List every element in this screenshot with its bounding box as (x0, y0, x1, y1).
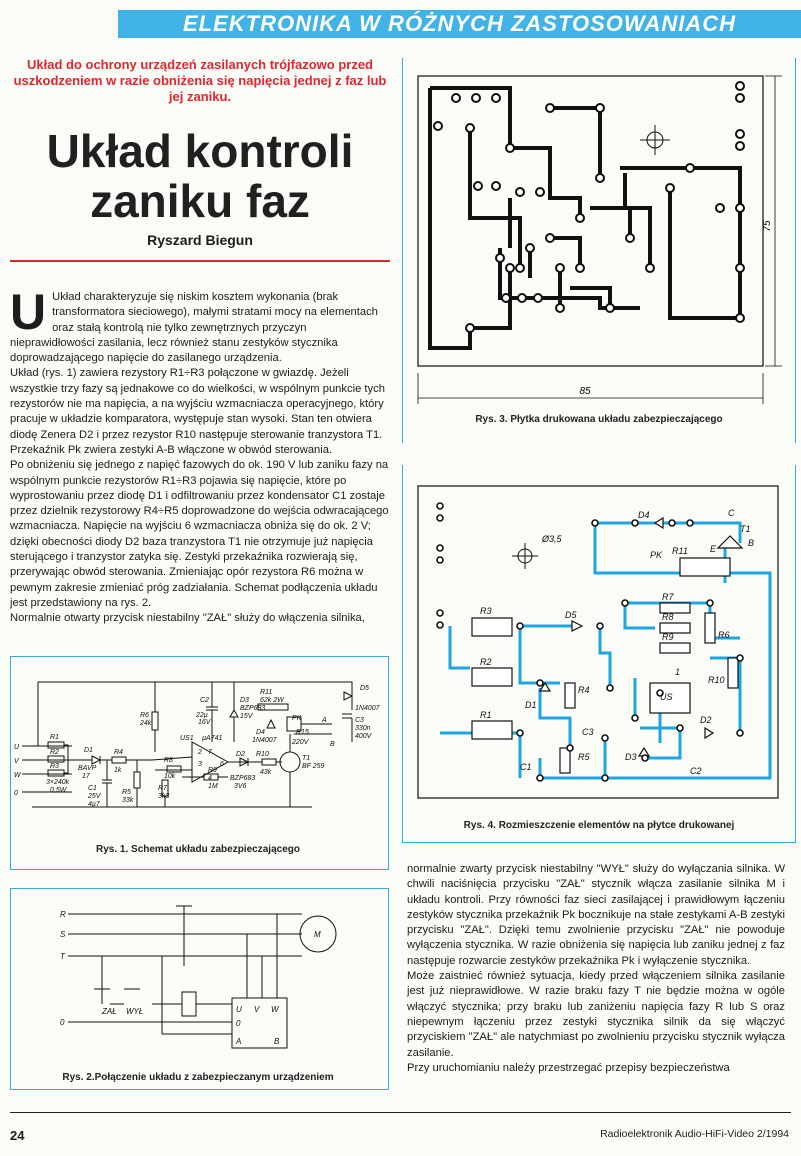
mounting-hole-icon (512, 543, 538, 569)
svg-text:W: W (14, 772, 21, 779)
pcb-height-label: 75 (762, 220, 773, 232)
svg-text:33k: 33k (122, 797, 134, 804)
svg-text:D2: D2 (700, 715, 712, 725)
article-author: Ryszard Biegun (147, 232, 253, 248)
svg-text:ZAŁ: ZAŁ (102, 1007, 117, 1016)
svg-text:R8: R8 (662, 612, 674, 622)
section-banner: ELEKTRONIKA W RÓŻNYCH ZASTOSOWANIACH (118, 10, 801, 38)
divider-top (10, 260, 390, 262)
svg-text:0: 0 (14, 790, 18, 797)
svg-text:1M: 1M (208, 783, 218, 790)
figure-1-schematic (12, 662, 386, 840)
paragraph-1: U Układ charakteryzuje się niskim kosztem wykonania (brak transformatora sieciowego), małymi stratami mocy na elementach oraz stałą kontrolą nie tylko zewnętrznych przyczyn nieprawidłowości zasilania, lecz również stanu zestyków stycznika doprowadzającego napięcie do zasilanego urządzenia. (10, 284, 378, 365)
svg-text:C2: C2 (200, 697, 209, 704)
svg-text:C3: C3 (355, 717, 364, 724)
figure-4-caption: Rys. 4. Rozmieszczenie elementów na płytce drukowanej (463, 820, 735, 831)
svg-text:4µ7: 4µ7 (88, 801, 100, 808)
svg-text:V: V (14, 758, 19, 765)
svg-text:D4: D4 (638, 510, 650, 520)
svg-text:330n: 330n (355, 725, 371, 732)
svg-text:B: B (274, 1037, 280, 1046)
paragraph-3: Po obniżeniu się jednego z napięć fazowych do ok. 190 V lub zaniku fazy na wspólnym punkcie rezystorów R1÷R3 pojawia się napięcie, które po wyprostowaniu przez diodę D1 i odfiltrowaniu przez kondensator C1 zostaje przez dzielnik rezystorowy R4÷R5 doprowadzone do wejścia odwracającego wzmacniacza. Napięcie na wyjściu 6 wzmacniacza obniża się do ok. 2 V; dzięki obecności diody D2 baza tranzystora T1 nie otrzymuje już napięcia sterującego i tranzystor zatyka się. Zestyki przekaźnika rozwierają się, przerywając obwód sterowania. Zmieniając opór rezystora R6 można w pewnym zakresie zmieniać próg zadziałania. Schemat podłączenia układu jest przedstawiony na rys. 2. (10, 459, 389, 609)
svg-text:T1: T1 (302, 755, 311, 762)
svg-text:0: 0 (236, 1019, 241, 1028)
paragraph-7: Przy uruchomianiu należy przestrzegać przepisy bezpieczeństwa (407, 1061, 730, 1074)
svg-text:BF 259: BF 259 (302, 763, 325, 770)
hole-diameter-label: Ø3,5 (542, 534, 562, 544)
svg-text:PK: PK (292, 715, 302, 722)
svg-text:3: 3 (198, 761, 202, 768)
svg-text:2: 2 (198, 749, 202, 756)
svg-text:S: S (60, 930, 66, 939)
svg-text:R11: R11 (260, 689, 273, 696)
svg-text:R7: R7 (158, 785, 167, 792)
svg-text:1k: 1k (114, 767, 122, 774)
svg-text:R1: R1 (480, 710, 492, 720)
svg-text:R6: R6 (718, 630, 730, 640)
svg-text:T: T (60, 952, 65, 961)
svg-text:PK: PK (650, 550, 663, 560)
svg-text:B: B (330, 741, 335, 748)
svg-text:7: 7 (208, 749, 212, 756)
drop-cap: U (10, 284, 47, 340)
svg-text:D3: D3 (625, 752, 637, 762)
figure-3-caption: Rys. 3. Płytka drukowana układu zabezpieczającego (475, 414, 723, 425)
svg-text:R4: R4 (578, 685, 590, 695)
svg-text:3k3: 3k3 (158, 793, 170, 800)
svg-text:22µ: 22µ (196, 712, 208, 719)
svg-text:BZP683: BZP683 (230, 775, 256, 782)
svg-text:µA741: µA741 (202, 735, 223, 742)
svg-text:B: B (748, 538, 755, 548)
article-title (10, 126, 390, 226)
svg-text:E: E (710, 544, 717, 554)
page-number: 24 (10, 1128, 25, 1143)
svg-text:BZP683: BZP683 (240, 705, 266, 712)
svg-text:V: V (254, 1005, 260, 1014)
svg-text:WYŁ: WYŁ (126, 1007, 144, 1016)
svg-text:24k: 24k (140, 720, 152, 727)
svg-text:62k 2W: 62k 2W (260, 697, 284, 704)
svg-text:C2: C2 (690, 766, 702, 776)
article-body-left (10, 284, 391, 627)
article-body-right (407, 862, 785, 1076)
svg-text:D1: D1 (84, 747, 93, 754)
svg-text:1: 1 (675, 667, 681, 677)
title-line-1: Układ kontroli (46, 125, 354, 177)
svg-text:U: U (14, 744, 20, 751)
svg-text:R10: R10 (256, 751, 269, 758)
svg-text:R5: R5 (122, 789, 131, 796)
svg-text:R8: R8 (164, 757, 173, 764)
svg-text:10k: 10k (164, 773, 176, 780)
svg-text:R9: R9 (662, 632, 674, 642)
magazine-issue: Radioelektronik Audio-HiFi-Video 2/1994 (600, 1128, 789, 1140)
svg-text:US1: US1 (180, 735, 194, 742)
mounting-hole-icon (640, 125, 670, 155)
svg-text:R4: R4 (114, 749, 123, 756)
svg-text:R11: R11 (672, 546, 688, 556)
svg-text:1N4007: 1N4007 (252, 737, 277, 744)
svg-text:M: M (314, 930, 321, 939)
figure-1-caption: Rys. 1. Schemat układu zabezpieczającego (96, 844, 300, 855)
svg-text:A: A (322, 717, 327, 724)
footer-divider (10, 1112, 791, 1113)
svg-text:D1: D1 (525, 700, 537, 710)
svg-text:D5: D5 (360, 685, 369, 692)
svg-text:C: C (728, 508, 735, 518)
svg-text:17: 17 (82, 773, 90, 780)
svg-text:R10: R10 (708, 675, 725, 685)
svg-text:25V: 25V (88, 793, 101, 800)
svg-text:D2: D2 (236, 751, 245, 758)
svg-text:R2: R2 (480, 657, 492, 667)
paragraph-5: normalnie zwarty przycisk niestabilny "WYŁ" służy do wyłączania silnika. W chwili naciśnięcia przycisku "ZAŁ" stycznik włącza zasilanie silnika M i układu kontroli. Przy równości faz sieci zasilającej i prawidłowym łączeniu zestyków stycznika przekaźnik Pk bocznikuje na stałe zestykami A-B zestyki przycisku "ZAŁ". Dzięki temu zwolnienie przycisku "ZAŁ" nie powoduje wyłączenia stycznika. W razie obniżenia się napięcia lub zaniku jednej z faz następuje rozwarcie zestyków przekaźnika Pk i wyłączenie stycznika. (407, 863, 785, 967)
svg-text:R: R (60, 910, 66, 919)
svg-text:BAVP: BAVP (78, 765, 97, 772)
figure-2-connection (12, 894, 386, 1064)
svg-text:1N4007: 1N4007 (355, 705, 380, 712)
svg-text:R3: R3 (50, 763, 59, 770)
svg-text:R5: R5 (578, 752, 590, 762)
svg-text:D4: D4 (256, 729, 265, 736)
svg-text:400V: 400V (355, 733, 372, 740)
svg-text:R1: R1 (50, 734, 59, 741)
figure-2-caption: Rys. 2.Połączenie układu z zabezpieczanym urządzeniem (62, 1072, 334, 1083)
svg-text:D5: D5 (565, 610, 577, 620)
pcb-width-label: 85 (579, 386, 591, 397)
title-line-2: zaniku faz (90, 175, 310, 227)
svg-text:C1: C1 (88, 785, 97, 792)
svg-text:A: A (236, 1037, 242, 1046)
svg-text:T1: T1 (740, 524, 751, 534)
svg-text:C3: C3 (582, 727, 594, 737)
svg-text:3V6: 3V6 (234, 783, 247, 790)
svg-text:15V: 15V (240, 713, 253, 720)
figure-4-layout (410, 478, 788, 803)
svg-text:43k: 43k (260, 769, 272, 776)
svg-text:220V: 220V (292, 739, 309, 746)
paragraph-6: Może zaistnieć również sytuacja, kiedy przed włączeniem silnika zasilanie jest już nieprawidłowe. W razie braku fazy T nie będzie można w ogóle włączyć stycznika; przy braku lub zaniżeniu napięcia fazy R lub S oraz niepewnym łączeniu przez zestyki stycznika silnik da się włączyć przyciskiem "ZAŁ" ale natychmiast po zwolnieniu przycisku stycznik wyłącza zasilanie. (407, 970, 785, 1059)
figure-3-pcb (410, 68, 788, 408)
svg-text:R15: R15 (296, 729, 309, 736)
svg-text:W: W (271, 1005, 279, 1014)
svg-text:R3: R3 (480, 606, 492, 616)
svg-text:US: US (660, 692, 673, 702)
svg-text:R7: R7 (662, 592, 674, 602)
svg-text:4: 4 (208, 775, 212, 782)
svg-text:R9: R9 (208, 767, 217, 774)
article-lead: Układ do ochrony urządzeń zasilanych trójfazowo przed uszkodzeniem w razie obniżenia się napięcia jednej z faz lub jej zaniku. (13, 57, 387, 104)
svg-text:0: 0 (60, 1018, 65, 1027)
svg-text:3×240k: 3×240k (46, 779, 70, 786)
svg-text:16V: 16V (198, 719, 211, 726)
svg-text:6: 6 (220, 761, 224, 768)
svg-text:R2: R2 (50, 749, 59, 756)
paragraph-2: Układ (rys. 1) zawiera rezystory R1÷R3 połączone w gwiazdę. Jeżeli wszystkie trzy fazy są jednakowe co do wielkości, w wspólnym punkcie tych rezystorów nie ma napięcia, a na wyjściu wzmacniacza operacyjnego, który pracuje w układzie komparatora, występuje stan wysoki. Stan ten otwiera diodę Zenera D2 i przez rezystor R10 następuje sterowanie tranzystora T1. Przekaźnik Pk zwiera zestyki A-B włączone w obwód sterowania. (10, 367, 385, 456)
svg-text:R6: R6 (140, 712, 149, 719)
svg-text:C1: C1 (520, 762, 532, 772)
svg-text:0,5W: 0,5W (50, 787, 67, 794)
svg-text:D3: D3 (240, 697, 249, 704)
paragraph-4: Normalnie otwarty przycisk niestabilny "ZAŁ" służy do włączenia silnika, (10, 612, 365, 625)
svg-text:U: U (236, 1005, 242, 1014)
